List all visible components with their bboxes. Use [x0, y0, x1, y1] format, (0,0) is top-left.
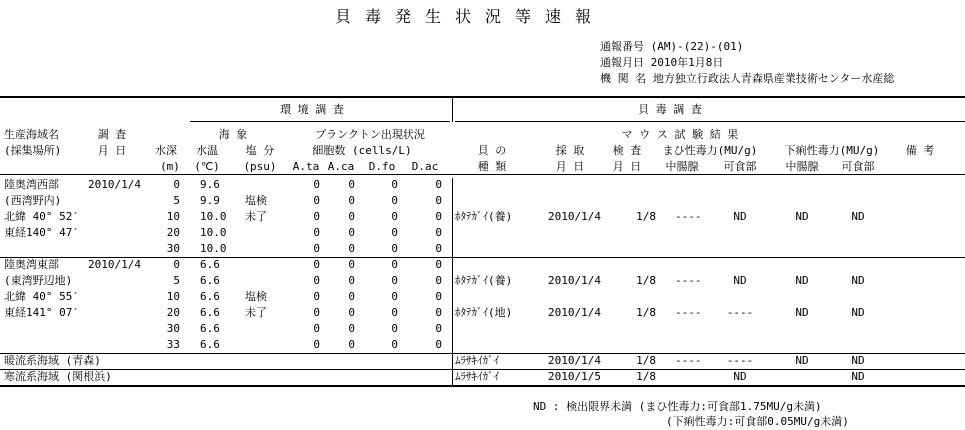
psp-hepatopancreas-cell: ---- [675, 210, 702, 223]
inspection-date-cell: 1/8 [636, 274, 656, 287]
ata-count-cell: 0 [313, 210, 320, 223]
report-date: 通報月日 2010年1月8日 [600, 56, 724, 69]
water-temp-cell: 6.6 [200, 258, 220, 271]
shellfish-species-cell: ﾑﾗｻｷｲｶﾞｲ [455, 354, 499, 367]
depth-cell: 5 [173, 194, 180, 207]
psp-edible-cell: ND [733, 274, 747, 287]
shellfish-species-cell: ﾎﾀﾃｶﾞｲ(地) [455, 306, 513, 319]
aca-count-cell: 0 [348, 274, 355, 287]
shellfish-species-cell: ﾎﾀﾃｶﾞｲ(養) [455, 274, 513, 287]
dfo-count-cell: 0 [391, 194, 398, 207]
inspection-date-cell: 1/8 [636, 354, 656, 367]
psp-hepatopancreas-heading: 中腸腺 [665, 160, 699, 173]
salinity-cell: 未了 [245, 306, 267, 319]
depth-cell: 20 [166, 226, 180, 239]
dac-count-cell: 0 [435, 274, 442, 287]
dfo-count-cell: 0 [391, 338, 398, 351]
ata-count-cell: 0 [313, 226, 320, 239]
env-header-rule [190, 121, 450, 122]
survey-date-cell: 2010/1/4 [88, 178, 141, 191]
dac-count-cell: 0 [435, 210, 442, 223]
toxin-survey-heading: 貝 毒 調 査 [638, 103, 702, 116]
footnote-nd: ND : 検出限界未満 (まひ性毒力:可食部1.75MU/g未満) [533, 400, 822, 413]
ata-count-cell: 0 [313, 274, 320, 287]
depth-unit: (m) [160, 160, 180, 173]
dsp-heading: 下痢性毒力(MU/g) [784, 144, 880, 157]
shellfish-heading: 貝 の [477, 144, 507, 157]
dfo-count-cell: 0 [391, 178, 398, 191]
salinity-cell: 塩検 [245, 194, 267, 207]
dac-count-cell: 0 [435, 290, 442, 303]
sea-area-cell: 北緯 40° 55′ [4, 290, 79, 303]
ata-count-cell: 0 [313, 258, 320, 271]
water-temp-cell: 9.9 [200, 194, 220, 207]
psp-hepatopancreas-cell: ---- [675, 274, 702, 287]
depth-cell: 5 [173, 274, 180, 287]
species-ata-heading: A.ta [292, 160, 320, 173]
dac-count-cell: 0 [435, 258, 442, 271]
remarks-heading: 備 考 [905, 144, 935, 157]
psp-hepatopancreas-cell: ---- [675, 354, 702, 367]
sampling-date-cell: 2010/1/4 [548, 354, 601, 367]
sampling-heading: 採 取 [555, 144, 585, 157]
dac-count-cell: 0 [435, 242, 442, 255]
dsp-edible-cell: ND [851, 354, 865, 367]
ata-count-cell: 0 [313, 178, 320, 191]
dsp-hepatopancreas-cell: ND [795, 306, 809, 319]
dac-count-cell: 0 [435, 226, 442, 239]
psp-hepatopancreas-cell: ---- [675, 306, 702, 319]
ata-count-cell: 0 [313, 338, 320, 351]
inspection-heading: 検 査 [612, 144, 642, 157]
ata-count-cell: 0 [313, 194, 320, 207]
dsp-edible-cell: ND [851, 274, 865, 287]
dsp-hepatopancreas-heading: 中腸腺 [785, 160, 819, 173]
inspection-date-heading: 月 日 [612, 160, 642, 173]
aca-count-cell: 0 [348, 194, 355, 207]
ata-count-cell: 0 [313, 306, 320, 319]
plankton-heading: プランクトン出現状況 [315, 128, 425, 141]
group-separator [0, 257, 965, 258]
ata-count-cell: 0 [313, 242, 320, 255]
water-temp-cell: 6.6 [200, 338, 220, 351]
sampling-site-heading: (採集場所) [4, 144, 62, 157]
temp-unit: (℃) [194, 160, 220, 173]
dfo-count-cell: 0 [391, 274, 398, 287]
env-survey-heading: 環 境 調 査 [280, 103, 344, 116]
aca-count-cell: 0 [348, 258, 355, 271]
shellfish-species-cell: ﾎﾀﾃｶﾞｲ(養) [455, 210, 513, 223]
dsp-hepatopancreas-cell: ND [795, 354, 809, 367]
depth-cell: 0 [173, 258, 180, 271]
aca-count-cell: 0 [348, 290, 355, 303]
water-temp-cell: 9.6 [200, 178, 220, 191]
dfo-count-cell: 0 [391, 210, 398, 223]
psp-edible-cell: ---- [726, 306, 754, 319]
ata-count-cell: 0 [313, 290, 320, 303]
survey-heading: 調 査 [97, 128, 127, 141]
inspection-date-cell: 1/8 [636, 210, 656, 223]
inspection-date-cell: 1/8 [636, 370, 656, 383]
depth-cell: 20 [166, 306, 180, 319]
depth-cell: 33 [166, 338, 180, 351]
header-bottom-rule [0, 174, 965, 175]
psp-edible-cell: ---- [726, 354, 754, 367]
aca-count-cell: 0 [348, 338, 355, 351]
dac-count-cell: 0 [435, 338, 442, 351]
salinity-cell: 塩検 [245, 290, 267, 303]
sea-area-cell: 東経140° 47′ [4, 226, 79, 239]
shellfish-species-cell: ﾑﾗｻｷｲｶﾞｲ [455, 370, 499, 383]
sea-area-cell: 寒流系海域 (関根浜) [4, 370, 112, 383]
species-aca-heading: A.ca [327, 160, 355, 173]
survey-date-heading: 月 日 [97, 144, 127, 157]
mouse-test-heading: マ ウ ス 試 験 結 果 [621, 128, 739, 141]
footnote-dsp: (下痢性毒力:可食部0.05MU/g未満) [666, 415, 849, 428]
dsp-edible-cell: ND [851, 370, 865, 383]
sampling-date-cell: 2010/1/4 [548, 306, 601, 319]
sampling-date-cell: 2010/1/4 [548, 274, 601, 287]
sea-area-cell: (西湾野内) [4, 194, 62, 207]
psp-edible-cell: ND [733, 210, 747, 223]
psp-edible-heading: 可食部 [723, 160, 757, 173]
sea-area-cell: 陸奥湾西部 [4, 178, 59, 191]
survey-date-cell: 2010/1/4 [88, 258, 141, 271]
water-temp-heading: 水温 [196, 144, 218, 157]
sea-area-cell: 北緯 40° 52′ [4, 210, 79, 223]
water-temp-cell: 10.0 [200, 210, 227, 223]
dfo-count-cell: 0 [391, 226, 398, 239]
sampling-date-heading: 月 日 [555, 160, 585, 173]
aca-count-cell: 0 [348, 178, 355, 191]
sea-condition-heading: 海 象 [218, 128, 248, 141]
species-dfo-heading: D.fo [368, 160, 396, 173]
water-temp-cell: 6.6 [200, 274, 220, 287]
cell-count-heading: 細胞数 (cells/L) [312, 144, 412, 157]
sampling-date-cell: 2010/1/4 [548, 210, 601, 223]
reporting-agency: 機 関 名 地方独立行政法人青森県産業技術センター水産総 [600, 72, 895, 85]
depth-cell: 0 [173, 178, 180, 191]
dac-count-cell: 0 [435, 306, 442, 319]
water-temp-cell: 6.6 [200, 322, 220, 335]
salinity-heading: 塩 分 [245, 144, 275, 157]
page-title: 貝毒発生状況等速報 [334, 7, 606, 26]
dac-count-cell: 0 [435, 178, 442, 191]
ata-count-cell: 0 [313, 322, 320, 335]
salinity-cell: 未了 [245, 210, 267, 223]
group-separator [0, 385, 965, 387]
aca-count-cell: 0 [348, 210, 355, 223]
dsp-hepatopancreas-cell: ND [795, 274, 809, 287]
sea-area-cell: 東経141° 07′ [4, 306, 79, 319]
water-temp-cell: 10.0 [200, 242, 227, 255]
sea-area-cell: 陸奥湾東部 [4, 258, 59, 271]
dfo-count-cell: 0 [391, 242, 398, 255]
depth-cell: 30 [166, 242, 180, 255]
dac-count-cell: 0 [435, 194, 442, 207]
aca-count-cell: 0 [348, 306, 355, 319]
dfo-count-cell: 0 [391, 322, 398, 335]
dsp-edible-heading: 可食部 [841, 160, 875, 173]
species-dac-heading: D.ac [411, 160, 439, 173]
water-temp-cell: 10.0 [200, 226, 227, 239]
sea-area-cell: 暖流系海域 (青森) [4, 354, 101, 367]
depth-cell: 10 [166, 290, 180, 303]
depth-heading: 水深 [155, 144, 177, 157]
psp-edible-cell: ND [733, 370, 747, 383]
shellfish-species-heading: 種 類 [477, 160, 507, 173]
toxin-header-rule [455, 121, 965, 122]
dsp-edible-cell: ND [851, 306, 865, 319]
dsp-edible-cell: ND [851, 210, 865, 223]
inspection-date-cell: 1/8 [636, 306, 656, 319]
water-temp-cell: 6.6 [200, 290, 220, 303]
table-top-rule [0, 96, 965, 98]
dfo-count-cell: 0 [391, 306, 398, 319]
aca-count-cell: 0 [348, 242, 355, 255]
dfo-count-cell: 0 [391, 258, 398, 271]
psp-heading: まひ性毒力(MU/g) [662, 144, 758, 157]
aca-count-cell: 0 [348, 322, 355, 335]
sea-area-cell: (東湾野辺地) [4, 274, 73, 287]
water-temp-cell: 6.6 [200, 306, 220, 319]
env-toxin-divider [452, 178, 453, 386]
depth-cell: 10 [166, 210, 180, 223]
aca-count-cell: 0 [348, 226, 355, 239]
depth-cell: 30 [166, 322, 180, 335]
dsp-hepatopancreas-cell: ND [795, 210, 809, 223]
report-number: 通報番号 (AM)-(22)-(01) [600, 40, 744, 53]
sampling-date-cell: 2010/1/5 [548, 370, 601, 383]
header-divider [452, 97, 453, 122]
sea-area-heading: 生産海域名 [4, 128, 59, 141]
dac-count-cell: 0 [435, 322, 442, 335]
salinity-unit: (psu) [243, 160, 277, 173]
dfo-count-cell: 0 [391, 290, 398, 303]
